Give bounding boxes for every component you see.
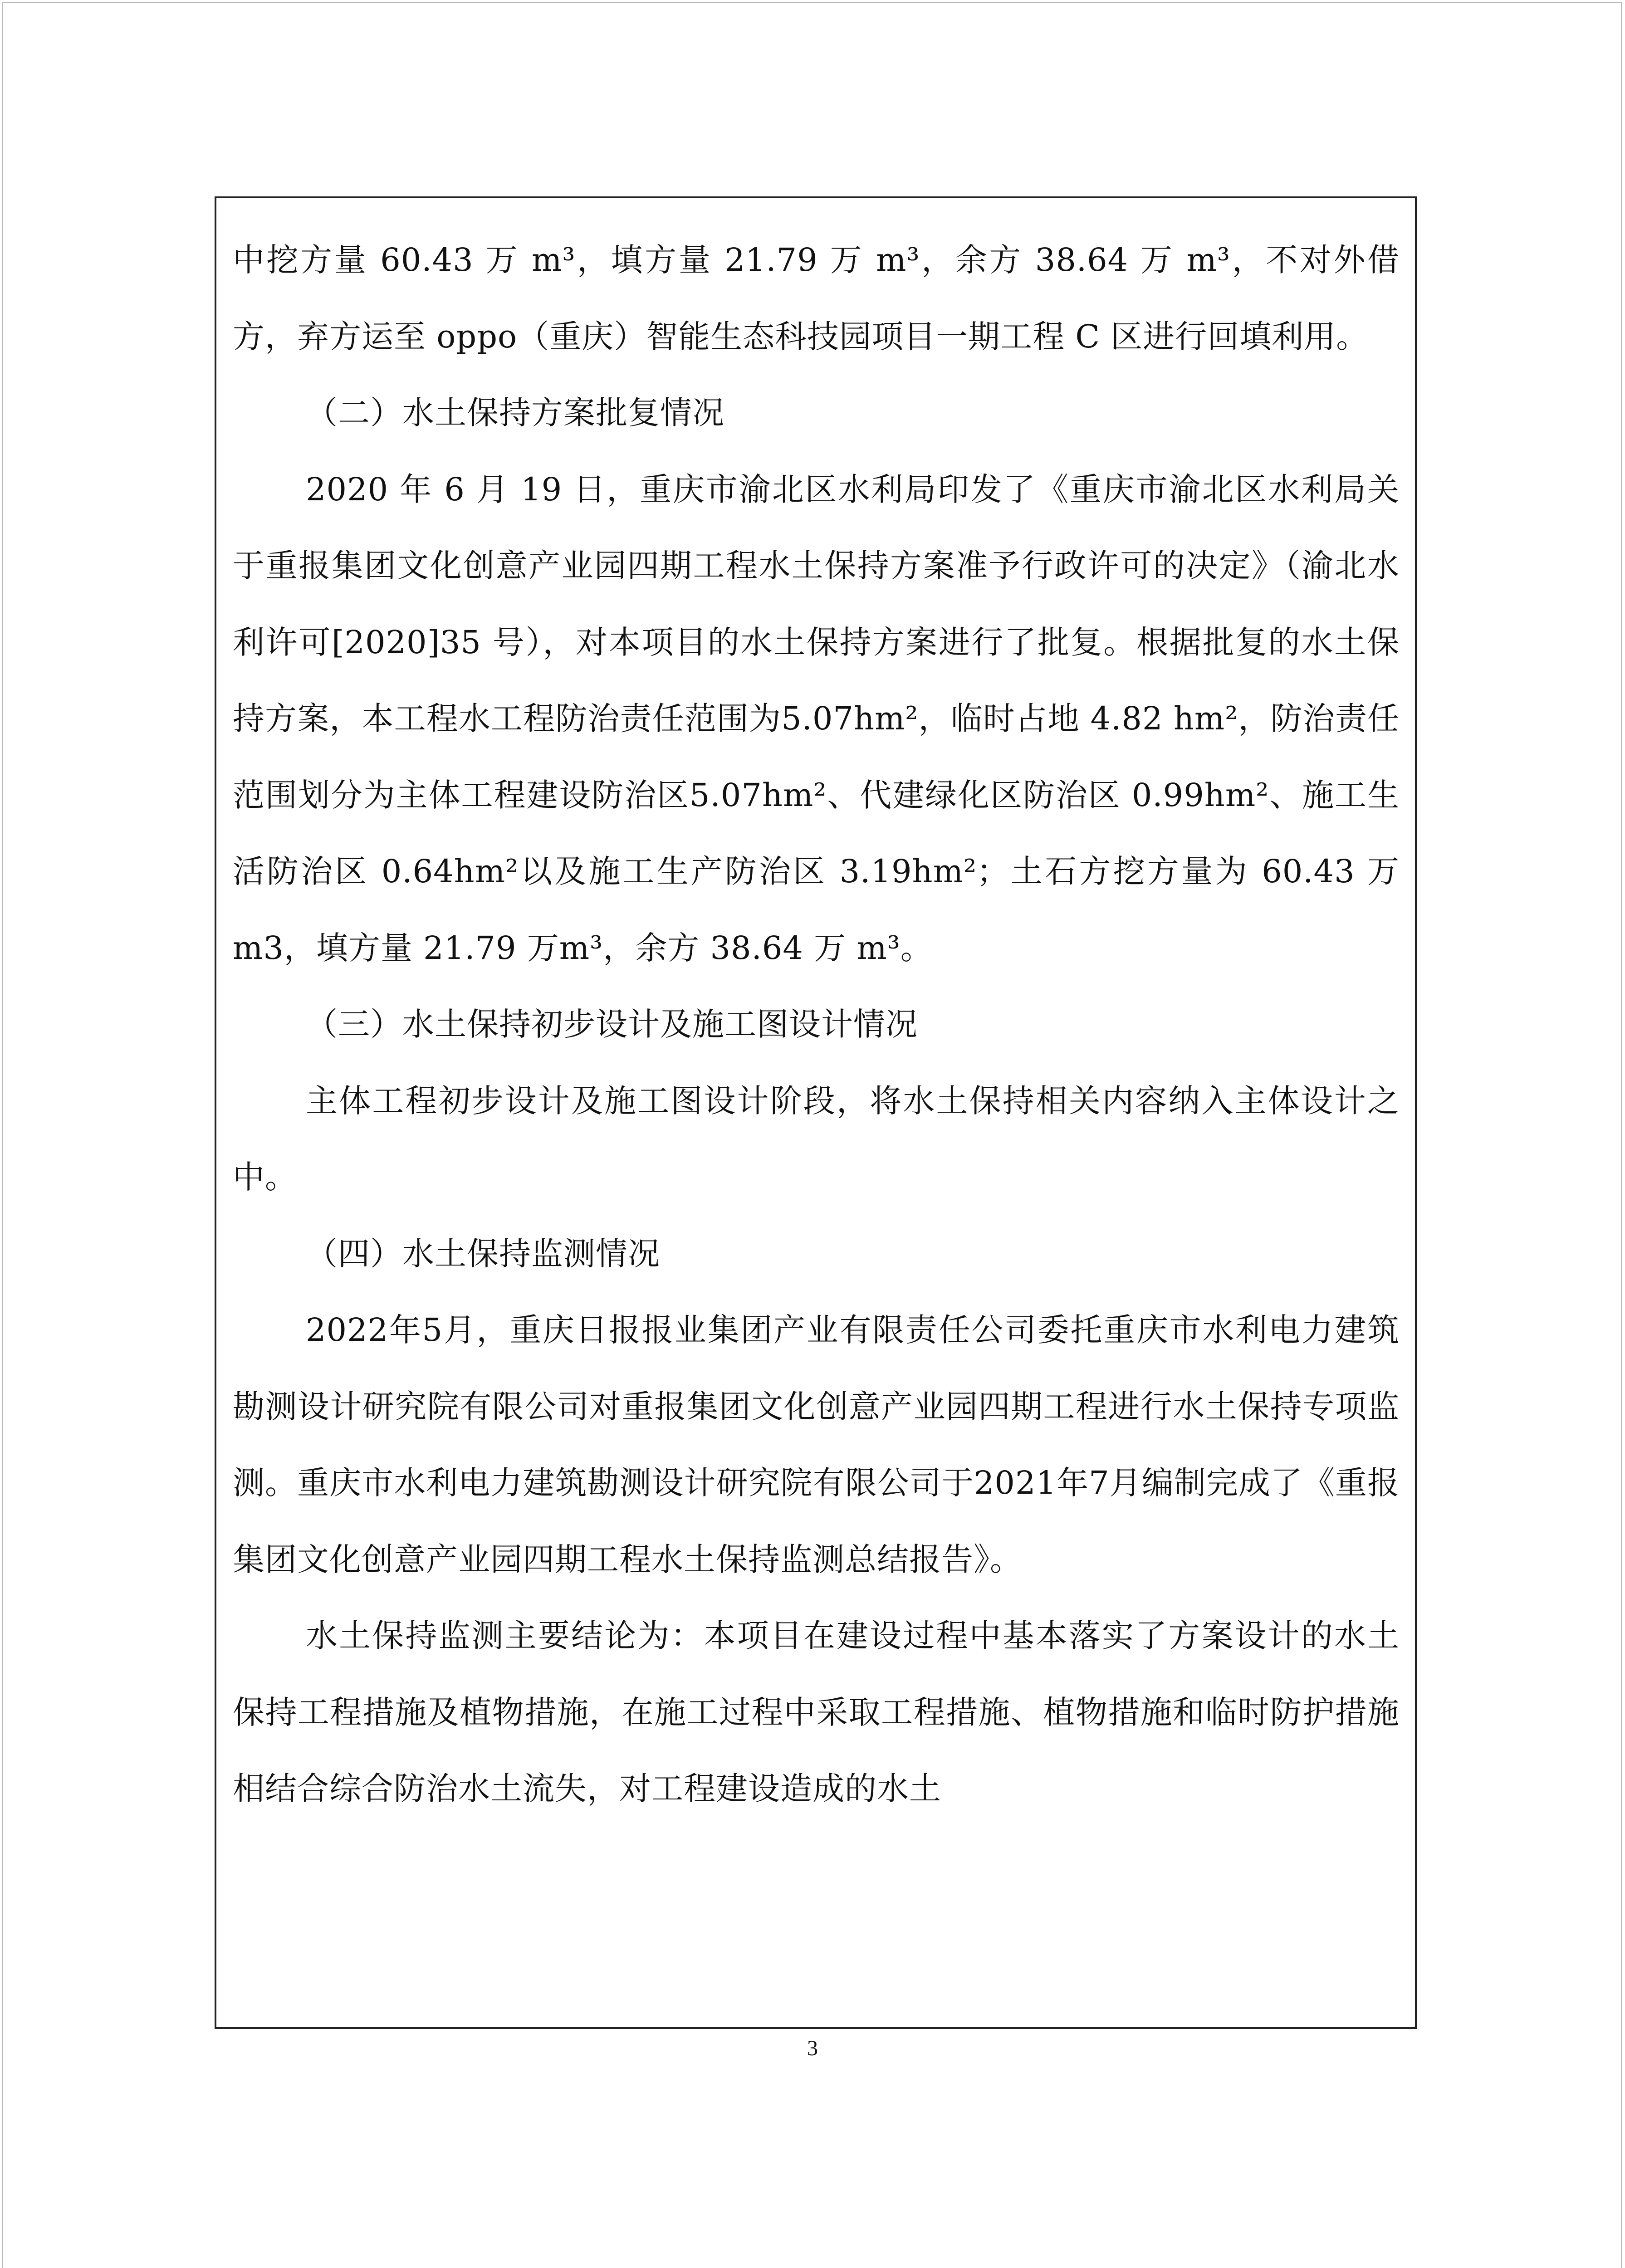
body-paragraph-monitoring: 2022年5月，重庆日报报业集团产业有限责任公司委托重庆市水利电力建筑勘测设计研究院有限公司对重报集团文化创意产业园四期工程进行水土保持专项监测。重庆市水利电力建筑勘测设计研究院有限公司于2021年7月编制完成了《重报集团文化创意产业园四期工程水土保持监测总结报告》。 <box>233 1311 1400 1578</box>
section-heading-design: （三）水土保持初步设计及施工图设计情况 <box>306 1006 918 1043</box>
document-page <box>2 2 1622 2268</box>
body-paragraph-conclusion: 水土保持监测主要结论为：本项目在建设过程中基本落实了方案设计的水土保持工程措施及植物措施，在施工过程中采取工程措施、植物措施和临时防护措施相结合综合防治水土流失，对工程建设造成的水土 <box>233 1617 1400 1807</box>
section-heading-scheme-approval: （二）水土保持方案批复情况 <box>306 394 724 431</box>
body-paragraph-continued: 中挖方量 60.43 万 m³，填方量 21.79 万 m³，余方 38.64 万 m³，不对外借方，弃方运至 oppo（重庆）智能生态科技园项目一期工程 C 区进行回填利用。 <box>233 241 1400 355</box>
section-heading-monitoring: （四）水土保持监测情况 <box>306 1235 660 1272</box>
content-frame <box>215 196 1417 2029</box>
body-paragraph-design: 主体工程初步设计及施工图设计阶段，将水土保持相关内容纳入主体设计之中。 <box>233 1082 1400 1196</box>
body-paragraph-approval: 2020 年 6 月 19 日，重庆市渝北区水利局印发了《重庆市渝北区水利局关于重报集团文化创意产业园四期工程水土保持方案准予行政许可的决定》（渝北水利许可[2020]35 号），对本项目的水土保持方案进行了批复。根据批复的水土保持方案，本工程水工程防治责任范围为5.07hm²，临时占地 4.82 hm²，防治责任范围划分为主体工程建设防治区5.07hm²、代建绿化区防治区 0.99hm²、施工生活防治区 0.64hm²以及施工生产防治区 3.19hm²；土石方挖方量为 60.43 万 m3，填方量 21.79 万m³，余方 38.64 万 m³。 <box>233 470 1400 967</box>
page-number: 3 <box>807 2036 818 2060</box>
